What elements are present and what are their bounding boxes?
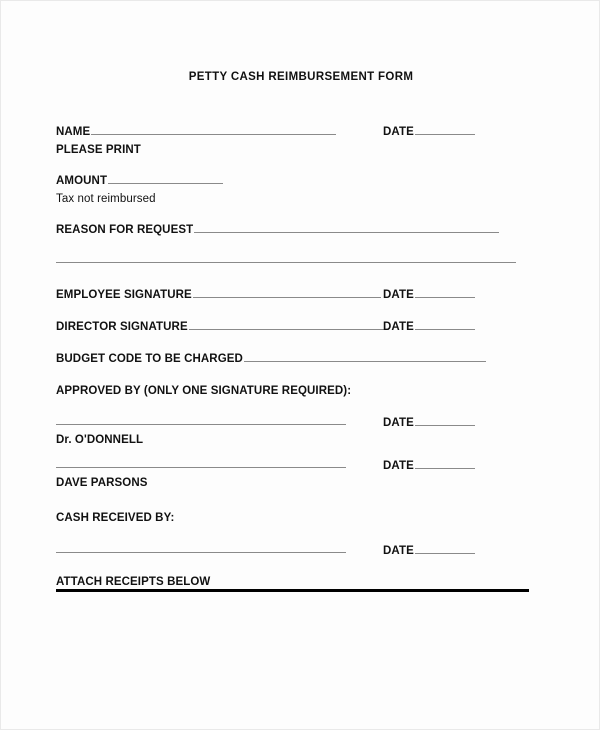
cash-received-signature-line[interactable]	[56, 552, 346, 553]
date-label: DATE	[383, 545, 414, 557]
field-row-employee-signature	[56, 285, 381, 303]
approver-one-name	[56, 430, 143, 448]
name-input-blank[interactable]	[91, 123, 336, 135]
date-group-director	[383, 317, 475, 335]
reason-input-blank[interactable]	[194, 221, 499, 233]
date-input-blank[interactable]	[415, 542, 475, 554]
approver-one-label: Dr. O'DONNELL	[56, 434, 144, 446]
director-signature-label: DIRECTOR SIGNATURE	[56, 321, 188, 333]
attach-receipts-divider	[56, 589, 529, 592]
amount-note	[56, 189, 156, 207]
field-row-name	[56, 122, 336, 140]
date-group-cash-received	[383, 541, 475, 559]
date-input-blank[interactable]	[415, 286, 475, 298]
field-row-director-signature	[56, 317, 389, 335]
date-label: DATE	[383, 321, 414, 333]
director-signature-blank[interactable]	[189, 318, 389, 330]
date-input-blank[interactable]	[415, 318, 475, 330]
date-label: DATE	[383, 126, 414, 138]
approver-two-signature-line[interactable]	[56, 467, 346, 468]
field-row-budget-code	[56, 349, 486, 367]
date-input-blank[interactable]	[415, 457, 475, 469]
amount-note-label: Tax not reimbursed	[56, 193, 156, 205]
date-label: DATE	[383, 417, 414, 429]
reason-label: REASON FOR REQUEST	[56, 224, 194, 236]
date-group-approver-two	[383, 456, 475, 474]
budget-code-blank[interactable]	[244, 350, 486, 362]
please-print-hint	[56, 140, 141, 158]
cash-received-label: CASH RECEIVED BY:	[56, 512, 175, 524]
attach-receipts-label: ATTACH RECEIPTS BELOW	[56, 576, 211, 588]
date-label: DATE	[383, 289, 414, 301]
reason-continuation-line[interactable]	[56, 262, 516, 263]
date-label: DATE	[383, 460, 414, 472]
page-title: PETTY CASH REIMBURSEMENT FORM	[188, 71, 414, 83]
date-input-blank[interactable]	[415, 123, 475, 135]
date-input-blank[interactable]	[415, 414, 475, 426]
amount-label: AMOUNT	[56, 175, 108, 187]
date-group-approver-one	[383, 413, 475, 431]
approved-by-label: APPROVED BY (ONLY ONE SIGNATURE REQUIRED):	[56, 385, 352, 397]
please-print-label: PLEASE PRINT	[56, 144, 141, 156]
field-row-amount	[56, 171, 223, 189]
field-row-reason	[56, 220, 499, 238]
cash-received-heading	[56, 508, 174, 526]
approver-two-label: DAVE PARSONS	[56, 477, 148, 489]
approved-by-heading	[56, 381, 351, 399]
employee-signature-label: EMPLOYEE SIGNATURE	[56, 289, 192, 301]
approver-two-name	[56, 473, 148, 491]
employee-signature-blank[interactable]	[193, 286, 381, 298]
budget-code-label: BUDGET CODE TO BE CHARGED	[56, 353, 243, 365]
date-group-name-row	[383, 122, 475, 140]
name-label: NAME	[56, 126, 91, 138]
approver-one-signature-line[interactable]	[56, 424, 346, 425]
date-group-employee	[383, 285, 475, 303]
amount-input-blank[interactable]	[108, 172, 223, 184]
attach-receipts-heading	[56, 572, 210, 590]
